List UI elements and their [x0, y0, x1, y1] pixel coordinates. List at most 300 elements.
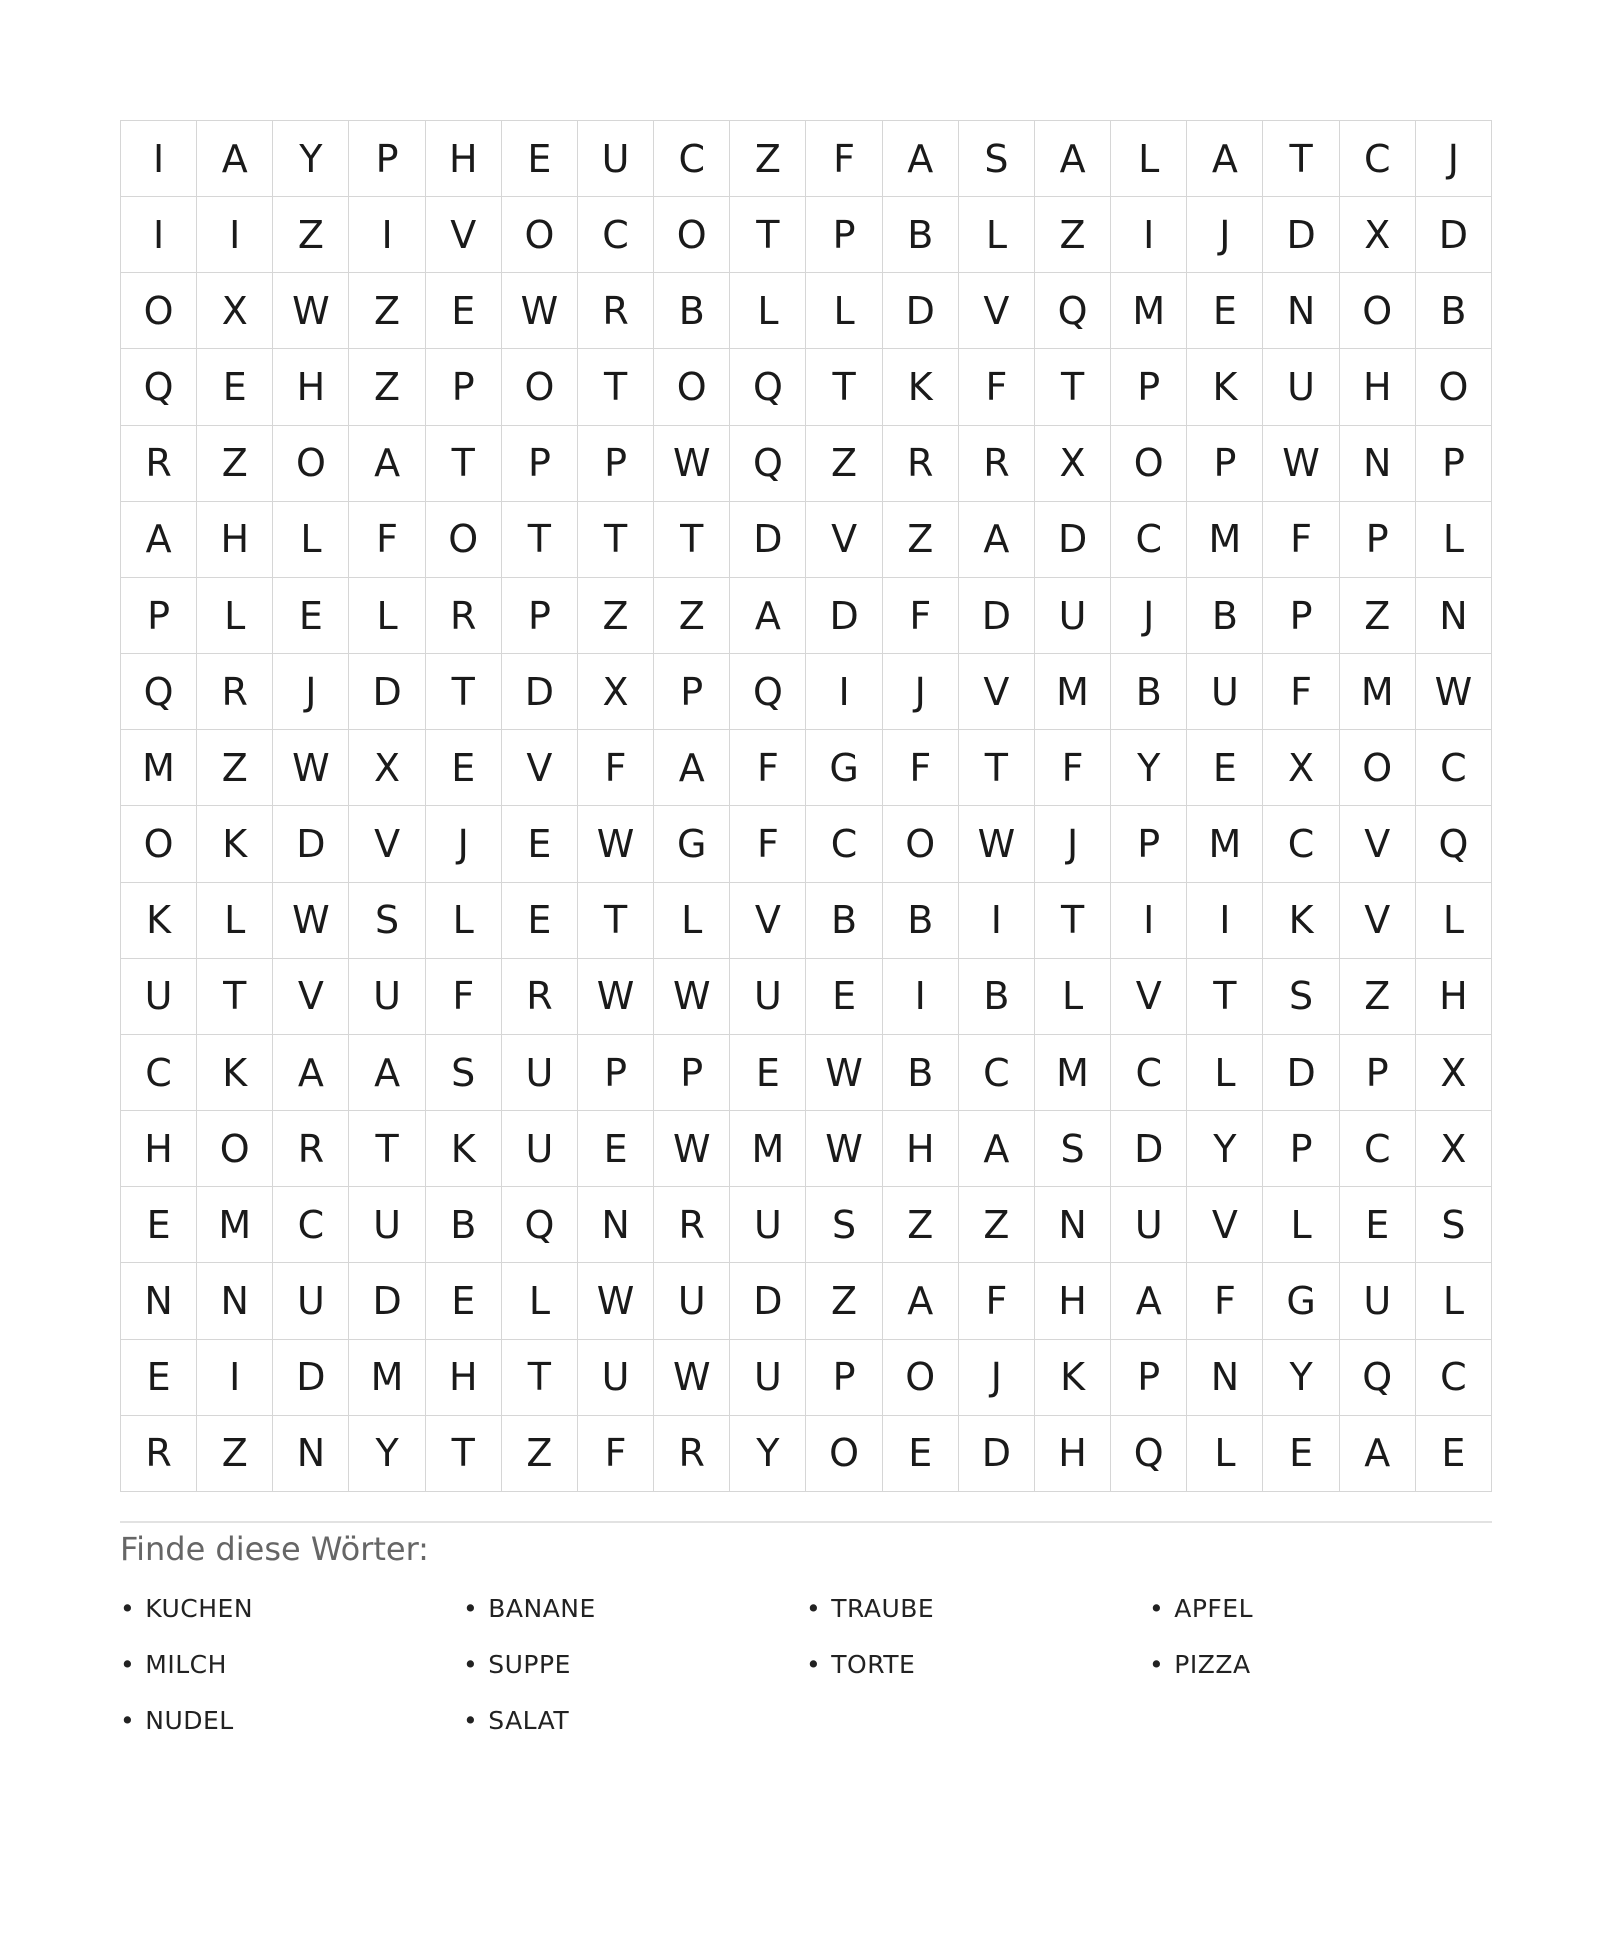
grid-cell[interactable]: L — [349, 578, 425, 654]
grid-cell[interactable]: Z — [197, 1416, 273, 1492]
grid-cell[interactable]: T — [426, 1416, 502, 1492]
grid-cell[interactable]: V — [502, 730, 578, 806]
grid-cell[interactable]: Q — [121, 349, 197, 425]
grid-cell[interactable]: S — [1035, 1111, 1111, 1187]
grid-cell[interactable]: C — [1416, 1340, 1492, 1416]
grid-cell[interactable]: W — [654, 1340, 730, 1416]
grid-cell[interactable]: W — [806, 1035, 882, 1111]
grid-cell[interactable]: C — [654, 121, 730, 197]
grid-cell[interactable]: D — [1416, 197, 1492, 273]
grid-cell[interactable]: O — [502, 197, 578, 273]
grid-cell[interactable]: W — [502, 273, 578, 349]
grid-cell[interactable]: O — [197, 1111, 273, 1187]
grid-cell[interactable]: E — [883, 1416, 959, 1492]
grid-cell[interactable]: V — [1340, 806, 1416, 882]
grid-cell[interactable]: L — [1263, 1187, 1339, 1263]
grid-cell[interactable]: W — [273, 730, 349, 806]
grid-cell[interactable]: L — [502, 1263, 578, 1339]
grid-cell[interactable]: N — [121, 1263, 197, 1339]
grid-cell[interactable]: Q — [1416, 806, 1492, 882]
grid-cell[interactable]: I — [1111, 197, 1187, 273]
grid-cell[interactable]: D — [1111, 1111, 1187, 1187]
grid-cell[interactable]: P — [654, 1035, 730, 1111]
grid-cell[interactable]: D — [1035, 502, 1111, 578]
grid-cell[interactable]: A — [883, 121, 959, 197]
grid-cell[interactable]: P — [1111, 1340, 1187, 1416]
grid-cell[interactable]: E — [502, 806, 578, 882]
grid-cell[interactable]: A — [959, 502, 1035, 578]
grid-cell[interactable]: A — [349, 426, 425, 502]
grid-cell[interactable]: L — [197, 883, 273, 959]
grid-cell[interactable]: Z — [578, 578, 654, 654]
grid-cell[interactable]: T — [578, 883, 654, 959]
grid-cell[interactable]: W — [654, 1111, 730, 1187]
grid-cell[interactable]: A — [121, 502, 197, 578]
grid-cell[interactable]: G — [654, 806, 730, 882]
grid-cell[interactable]: Z — [1340, 578, 1416, 654]
grid-cell[interactable]: T — [806, 349, 882, 425]
grid-cell[interactable]: O — [806, 1416, 882, 1492]
grid-cell[interactable]: G — [806, 730, 882, 806]
grid-cell[interactable]: V — [1187, 1187, 1263, 1263]
grid-cell[interactable]: V — [426, 197, 502, 273]
grid-cell[interactable]: C — [1416, 730, 1492, 806]
grid-cell[interactable]: L — [1035, 959, 1111, 1035]
grid-cell[interactable]: M — [1187, 502, 1263, 578]
grid-cell[interactable]: W — [959, 806, 1035, 882]
grid-cell[interactable]: O — [1416, 349, 1492, 425]
grid-cell[interactable]: Z — [883, 502, 959, 578]
grid-cell[interactable]: D — [502, 654, 578, 730]
grid-cell[interactable]: Z — [273, 197, 349, 273]
grid-cell[interactable]: E — [578, 1111, 654, 1187]
grid-cell[interactable]: O — [426, 502, 502, 578]
grid-cell[interactable]: Q — [1111, 1416, 1187, 1492]
grid-cell[interactable]: Y — [273, 121, 349, 197]
grid-cell[interactable]: Z — [883, 1187, 959, 1263]
grid-cell[interactable]: H — [1416, 959, 1492, 1035]
grid-cell[interactable]: T — [426, 426, 502, 502]
grid-cell[interactable]: B — [883, 197, 959, 273]
grid-cell[interactable]: P — [1340, 502, 1416, 578]
grid-cell[interactable]: F — [1187, 1263, 1263, 1339]
grid-cell[interactable]: E — [426, 273, 502, 349]
grid-cell[interactable]: V — [959, 654, 1035, 730]
grid-cell[interactable]: P — [654, 654, 730, 730]
grid-cell[interactable]: N — [1416, 578, 1492, 654]
grid-cell[interactable]: Y — [1111, 730, 1187, 806]
grid-cell[interactable]: Q — [730, 654, 806, 730]
grid-cell[interactable]: U — [730, 1187, 806, 1263]
grid-cell[interactable]: V — [806, 502, 882, 578]
grid-cell[interactable]: G — [1263, 1263, 1339, 1339]
grid-cell[interactable]: C — [578, 197, 654, 273]
grid-cell[interactable]: F — [959, 1263, 1035, 1339]
grid-cell[interactable]: N — [1187, 1340, 1263, 1416]
grid-cell[interactable]: I — [883, 959, 959, 1035]
grid-cell[interactable]: T — [1263, 121, 1339, 197]
grid-cell[interactable]: H — [1340, 349, 1416, 425]
grid-cell[interactable]: U — [502, 1035, 578, 1111]
grid-cell[interactable]: P — [1416, 426, 1492, 502]
grid-cell[interactable]: V — [1340, 883, 1416, 959]
grid-cell[interactable]: Y — [1263, 1340, 1339, 1416]
grid-cell[interactable]: R — [121, 1416, 197, 1492]
grid-cell[interactable]: Z — [197, 426, 273, 502]
grid-cell[interactable]: I — [959, 883, 1035, 959]
grid-cell[interactable]: O — [502, 349, 578, 425]
grid-cell[interactable]: E — [121, 1187, 197, 1263]
grid-cell[interactable]: H — [426, 1340, 502, 1416]
grid-cell[interactable]: D — [730, 502, 806, 578]
grid-cell[interactable]: P — [578, 426, 654, 502]
grid-cell[interactable]: W — [654, 426, 730, 502]
grid-cell[interactable]: U — [730, 959, 806, 1035]
grid-cell[interactable]: Z — [349, 349, 425, 425]
grid-cell[interactable]: D — [959, 578, 1035, 654]
grid-cell[interactable]: L — [1187, 1035, 1263, 1111]
grid-cell[interactable]: L — [730, 273, 806, 349]
grid-cell[interactable]: U — [1263, 349, 1339, 425]
grid-cell[interactable]: F — [730, 806, 806, 882]
grid-cell[interactable]: J — [1187, 197, 1263, 273]
grid-cell[interactable]: Q — [121, 654, 197, 730]
grid-cell[interactable]: B — [1416, 273, 1492, 349]
grid-cell[interactable]: O — [1340, 273, 1416, 349]
grid-cell[interactable]: R — [654, 1416, 730, 1492]
grid-cell[interactable]: M — [1035, 654, 1111, 730]
grid-cell[interactable]: P — [1340, 1035, 1416, 1111]
grid-cell[interactable]: Z — [806, 426, 882, 502]
grid-cell[interactable]: L — [1416, 1263, 1492, 1339]
grid-cell[interactable]: N — [578, 1187, 654, 1263]
grid-cell[interactable]: M — [121, 730, 197, 806]
grid-cell[interactable]: P — [502, 426, 578, 502]
grid-cell[interactable]: X — [1416, 1111, 1492, 1187]
grid-cell[interactable]: A — [349, 1035, 425, 1111]
grid-cell[interactable]: K — [1263, 883, 1339, 959]
grid-cell[interactable]: D — [806, 578, 882, 654]
grid-cell[interactable]: B — [883, 1035, 959, 1111]
grid-cell[interactable]: E — [806, 959, 882, 1035]
grid-cell[interactable]: Q — [502, 1187, 578, 1263]
grid-cell[interactable]: P — [1263, 578, 1339, 654]
grid-cell[interactable]: F — [349, 502, 425, 578]
grid-cell[interactable]: L — [273, 502, 349, 578]
grid-cell[interactable]: S — [1416, 1187, 1492, 1263]
grid-cell[interactable]: D — [730, 1263, 806, 1339]
grid-cell[interactable]: D — [959, 1416, 1035, 1492]
grid-cell[interactable]: F — [578, 730, 654, 806]
grid-cell[interactable]: A — [1111, 1263, 1187, 1339]
grid-cell[interactable]: W — [1263, 426, 1339, 502]
grid-cell[interactable]: L — [197, 578, 273, 654]
grid-cell[interactable]: C — [806, 806, 882, 882]
grid-cell[interactable]: B — [959, 959, 1035, 1035]
grid-cell[interactable]: Y — [1187, 1111, 1263, 1187]
grid-cell[interactable]: V — [349, 806, 425, 882]
grid-cell[interactable]: D — [1263, 197, 1339, 273]
grid-cell[interactable]: X — [578, 654, 654, 730]
grid-cell[interactable]: W — [578, 959, 654, 1035]
grid-cell[interactable]: A — [1035, 121, 1111, 197]
grid-cell[interactable]: P — [349, 121, 425, 197]
grid-cell[interactable]: E — [1416, 1416, 1492, 1492]
grid-cell[interactable]: Z — [349, 273, 425, 349]
grid-cell[interactable]: B — [1111, 654, 1187, 730]
grid-cell[interactable]: C — [1340, 121, 1416, 197]
grid-cell[interactable]: T — [502, 502, 578, 578]
grid-cell[interactable]: Z — [197, 730, 273, 806]
grid-cell[interactable]: D — [349, 1263, 425, 1339]
grid-cell[interactable]: Q — [730, 426, 806, 502]
grid-cell[interactable]: P — [806, 197, 882, 273]
grid-cell[interactable]: A — [730, 578, 806, 654]
grid-cell[interactable]: C — [959, 1035, 1035, 1111]
grid-cell[interactable]: E — [426, 730, 502, 806]
grid-cell[interactable]: F — [883, 578, 959, 654]
grid-cell[interactable]: R — [273, 1111, 349, 1187]
grid-cell[interactable]: P — [1187, 426, 1263, 502]
grid-cell[interactable]: S — [959, 121, 1035, 197]
grid-cell[interactable]: E — [730, 1035, 806, 1111]
grid-cell[interactable]: R — [578, 273, 654, 349]
grid-cell[interactable]: T — [426, 654, 502, 730]
grid-cell[interactable]: A — [1340, 1416, 1416, 1492]
grid-cell[interactable]: D — [883, 273, 959, 349]
grid-cell[interactable]: H — [197, 502, 273, 578]
grid-cell[interactable]: O — [1111, 426, 1187, 502]
grid-cell[interactable]: K — [426, 1111, 502, 1187]
grid-cell[interactable]: J — [959, 1340, 1035, 1416]
grid-cell[interactable]: E — [1187, 273, 1263, 349]
grid-cell[interactable]: M — [349, 1340, 425, 1416]
grid-cell[interactable]: N — [273, 1416, 349, 1492]
grid-cell[interactable]: A — [1187, 121, 1263, 197]
grid-cell[interactable]: Y — [730, 1416, 806, 1492]
grid-cell[interactable]: P — [426, 349, 502, 425]
grid-cell[interactable]: C — [273, 1187, 349, 1263]
grid-cell[interactable]: F — [426, 959, 502, 1035]
grid-cell[interactable]: X — [1035, 426, 1111, 502]
grid-cell[interactable]: V — [1111, 959, 1187, 1035]
grid-cell[interactable]: M — [1340, 654, 1416, 730]
grid-cell[interactable]: B — [883, 883, 959, 959]
grid-cell[interactable]: D — [273, 1340, 349, 1416]
grid-cell[interactable]: H — [1035, 1416, 1111, 1492]
grid-cell[interactable]: L — [959, 197, 1035, 273]
grid-cell[interactable]: T — [349, 1111, 425, 1187]
grid-cell[interactable]: S — [806, 1187, 882, 1263]
grid-cell[interactable]: H — [426, 121, 502, 197]
grid-cell[interactable]: H — [273, 349, 349, 425]
grid-cell[interactable]: O — [654, 197, 730, 273]
grid-cell[interactable]: K — [883, 349, 959, 425]
grid-cell[interactable]: W — [273, 273, 349, 349]
grid-cell[interactable]: T — [730, 197, 806, 273]
grid-cell[interactable]: F — [1263, 502, 1339, 578]
grid-cell[interactable]: E — [1187, 730, 1263, 806]
grid-cell[interactable]: L — [426, 883, 502, 959]
grid-cell[interactable]: U — [578, 1340, 654, 1416]
grid-cell[interactable]: Q — [730, 349, 806, 425]
grid-cell[interactable]: T — [1187, 959, 1263, 1035]
grid-cell[interactable]: N — [1035, 1187, 1111, 1263]
grid-cell[interactable]: S — [1263, 959, 1339, 1035]
grid-cell[interactable]: A — [273, 1035, 349, 1111]
grid-cell[interactable]: A — [959, 1111, 1035, 1187]
grid-cell[interactable]: D — [349, 654, 425, 730]
grid-cell[interactable]: I — [1187, 883, 1263, 959]
grid-cell[interactable]: E — [426, 1263, 502, 1339]
grid-cell[interactable]: J — [883, 654, 959, 730]
grid-cell[interactable]: U — [1340, 1263, 1416, 1339]
grid-cell[interactable]: F — [806, 121, 882, 197]
grid-cell[interactable]: F — [959, 349, 1035, 425]
grid-cell[interactable]: A — [883, 1263, 959, 1339]
grid-cell[interactable]: C — [1263, 806, 1339, 882]
grid-cell[interactable]: P — [1111, 349, 1187, 425]
grid-cell[interactable]: V — [273, 959, 349, 1035]
grid-cell[interactable]: W — [273, 883, 349, 959]
grid-cell[interactable]: T — [578, 349, 654, 425]
grid-cell[interactable]: U — [121, 959, 197, 1035]
grid-cell[interactable]: M — [1187, 806, 1263, 882]
grid-cell[interactable]: B — [806, 883, 882, 959]
grid-cell[interactable]: M — [730, 1111, 806, 1187]
grid-cell[interactable]: X — [1263, 730, 1339, 806]
grid-cell[interactable]: C — [1111, 1035, 1187, 1111]
grid-cell[interactable]: J — [426, 806, 502, 882]
grid-cell[interactable]: N — [1263, 273, 1339, 349]
grid-cell[interactable]: U — [1187, 654, 1263, 730]
grid-cell[interactable]: F — [578, 1416, 654, 1492]
grid-cell[interactable]: F — [1263, 654, 1339, 730]
grid-cell[interactable]: U — [654, 1263, 730, 1339]
grid-cell[interactable]: O — [121, 806, 197, 882]
grid-cell[interactable]: Z — [806, 1263, 882, 1339]
grid-cell[interactable]: H — [121, 1111, 197, 1187]
grid-cell[interactable]: L — [1416, 883, 1492, 959]
grid-cell[interactable]: Q — [1035, 273, 1111, 349]
grid-cell[interactable]: P — [806, 1340, 882, 1416]
grid-cell[interactable]: L — [1187, 1416, 1263, 1492]
grid-cell[interactable]: L — [1111, 121, 1187, 197]
grid-cell[interactable]: U — [349, 959, 425, 1035]
grid-cell[interactable]: A — [197, 121, 273, 197]
grid-cell[interactable]: A — [654, 730, 730, 806]
grid-cell[interactable]: P — [1111, 806, 1187, 882]
grid-cell[interactable]: K — [1187, 349, 1263, 425]
grid-cell[interactable]: I — [121, 121, 197, 197]
grid-cell[interactable]: K — [197, 806, 273, 882]
grid-cell[interactable]: H — [1035, 1263, 1111, 1339]
grid-cell[interactable]: E — [197, 349, 273, 425]
grid-cell[interactable]: W — [1416, 654, 1492, 730]
grid-cell[interactable]: P — [1263, 1111, 1339, 1187]
grid-cell[interactable]: E — [502, 883, 578, 959]
grid-cell[interactable]: U — [578, 121, 654, 197]
grid-cell[interactable]: V — [730, 883, 806, 959]
grid-cell[interactable]: E — [502, 121, 578, 197]
grid-cell[interactable]: O — [883, 806, 959, 882]
grid-cell[interactable]: E — [273, 578, 349, 654]
grid-cell[interactable]: U — [349, 1187, 425, 1263]
grid-cell[interactable]: J — [1111, 578, 1187, 654]
grid-cell[interactable]: C — [1340, 1111, 1416, 1187]
grid-cell[interactable]: U — [502, 1111, 578, 1187]
grid-cell[interactable]: U — [273, 1263, 349, 1339]
grid-cell[interactable]: X — [1340, 197, 1416, 273]
grid-cell[interactable]: E — [121, 1340, 197, 1416]
grid-cell[interactable]: O — [654, 349, 730, 425]
grid-cell[interactable]: C — [1111, 502, 1187, 578]
grid-cell[interactable]: Y — [349, 1416, 425, 1492]
grid-cell[interactable]: Z — [654, 578, 730, 654]
grid-cell[interactable]: P — [502, 578, 578, 654]
grid-cell[interactable]: I — [121, 197, 197, 273]
grid-cell[interactable]: E — [1263, 1416, 1339, 1492]
grid-cell[interactable]: H — [883, 1111, 959, 1187]
grid-cell[interactable]: T — [654, 502, 730, 578]
grid-cell[interactable]: W — [578, 806, 654, 882]
grid-cell[interactable]: Q — [1340, 1340, 1416, 1416]
grid-cell[interactable]: D — [273, 806, 349, 882]
grid-cell[interactable]: L — [806, 273, 882, 349]
grid-cell[interactable]: O — [883, 1340, 959, 1416]
grid-cell[interactable]: T — [578, 502, 654, 578]
grid-cell[interactable]: B — [426, 1187, 502, 1263]
grid-cell[interactable]: X — [1416, 1035, 1492, 1111]
grid-cell[interactable]: E — [1340, 1187, 1416, 1263]
grid-cell[interactable]: I — [197, 1340, 273, 1416]
grid-cell[interactable]: Z — [730, 121, 806, 197]
grid-cell[interactable]: F — [730, 730, 806, 806]
grid-cell[interactable]: M — [1035, 1035, 1111, 1111]
grid-cell[interactable]: W — [654, 959, 730, 1035]
grid-cell[interactable]: T — [959, 730, 1035, 806]
grid-cell[interactable]: P — [578, 1035, 654, 1111]
grid-cell[interactable]: M — [1111, 273, 1187, 349]
grid-cell[interactable]: R — [654, 1187, 730, 1263]
grid-cell[interactable]: T — [1035, 883, 1111, 959]
grid-cell[interactable]: T — [1035, 349, 1111, 425]
grid-cell[interactable]: O — [121, 273, 197, 349]
grid-cell[interactable]: Z — [959, 1187, 1035, 1263]
grid-cell[interactable]: F — [883, 730, 959, 806]
grid-cell[interactable]: B — [1187, 578, 1263, 654]
grid-cell[interactable]: W — [806, 1111, 882, 1187]
grid-cell[interactable]: U — [1035, 578, 1111, 654]
grid-cell[interactable]: T — [197, 959, 273, 1035]
grid-cell[interactable]: R — [502, 959, 578, 1035]
grid-cell[interactable]: B — [654, 273, 730, 349]
grid-cell[interactable]: Z — [1340, 959, 1416, 1035]
grid-cell[interactable]: L — [654, 883, 730, 959]
grid-cell[interactable]: K — [121, 883, 197, 959]
grid-cell[interactable]: M — [197, 1187, 273, 1263]
grid-cell[interactable]: I — [1111, 883, 1187, 959]
grid-cell[interactable]: I — [806, 654, 882, 730]
grid-cell[interactable]: J — [1416, 121, 1492, 197]
grid-cell[interactable]: N — [1340, 426, 1416, 502]
grid-cell[interactable]: R — [197, 654, 273, 730]
grid-cell[interactable]: R — [121, 426, 197, 502]
grid-cell[interactable]: L — [1416, 502, 1492, 578]
grid-cell[interactable]: T — [502, 1340, 578, 1416]
grid-cell[interactable]: V — [959, 273, 1035, 349]
grid-cell[interactable]: K — [1035, 1340, 1111, 1416]
